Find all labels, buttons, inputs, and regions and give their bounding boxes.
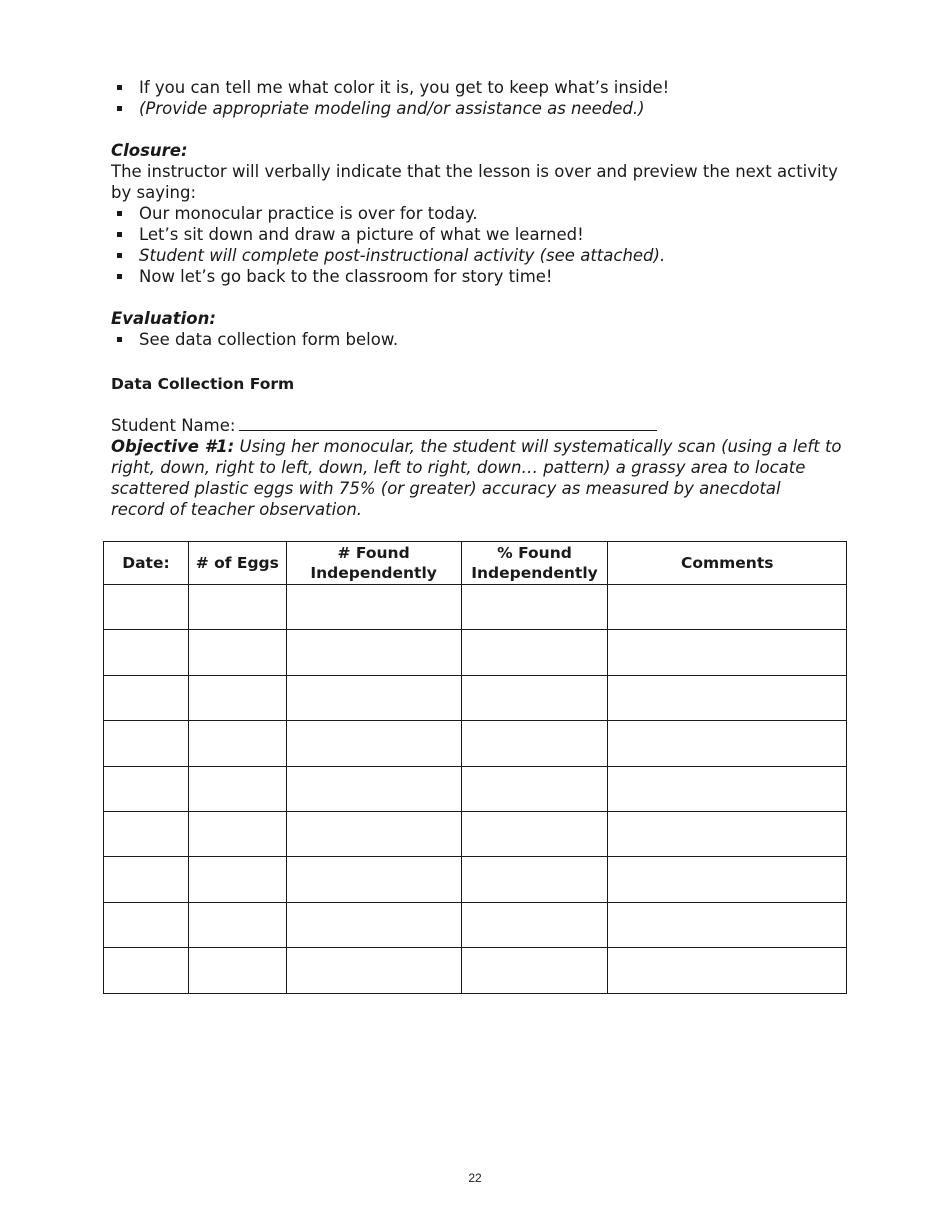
header-line: Comments <box>680 554 774 572</box>
header-line: Independently <box>310 564 437 582</box>
cell-comments[interactable] <box>608 721 847 766</box>
closure-paragraph <box>111 161 851 203</box>
header-line: # Found <box>337 544 410 562</box>
cell-num-eggs[interactable] <box>188 585 286 630</box>
cell-pct-found[interactable] <box>461 948 608 993</box>
cell-num-found[interactable] <box>286 902 461 947</box>
cell-comments[interactable] <box>608 766 847 811</box>
cell-pct-found[interactable] <box>461 766 608 811</box>
list-item: Now let’s go back to the classroom for story time! <box>111 266 851 287</box>
cell-comments[interactable] <box>608 902 847 947</box>
student-name-label: Student Name: <box>111 416 236 435</box>
table-row <box>104 902 847 947</box>
cell-num-eggs[interactable] <box>188 948 286 993</box>
header-line: % Found <box>497 544 572 562</box>
cell-num-eggs[interactable] <box>188 630 286 675</box>
closure-paragraph-line: The instructor will verbally indicate that the lesson is over and preview the next activity <box>111 162 838 181</box>
cell-date[interactable] <box>104 948 189 993</box>
cell-date[interactable] <box>104 630 189 675</box>
cell-date[interactable] <box>104 585 189 630</box>
table-row <box>104 857 847 902</box>
cell-num-found[interactable] <box>286 857 461 902</box>
list-item: If you can tell me what color it is, you get to keep what’s inside! <box>111 77 851 98</box>
cell-num-found[interactable] <box>286 766 461 811</box>
objective-line: record of teacher observation. <box>111 500 363 519</box>
header-date <box>104 542 189 585</box>
header-num-found <box>286 542 461 585</box>
document-page <box>111 77 851 520</box>
header-line: Independently <box>471 564 598 582</box>
objective-text <box>111 436 851 520</box>
cell-pct-found[interactable] <box>461 902 608 947</box>
data-collection-table <box>103 541 847 994</box>
header-pct-found <box>461 542 608 585</box>
cell-pct-found[interactable] <box>461 721 608 766</box>
page-number: 22 <box>468 1171 482 1185</box>
table-row <box>104 948 847 993</box>
cell-date[interactable] <box>104 721 189 766</box>
cell-pct-found[interactable] <box>461 811 608 856</box>
table-body <box>104 585 847 994</box>
header-comments <box>608 542 847 585</box>
cell-comments[interactable] <box>608 675 847 720</box>
table-row <box>104 585 847 630</box>
table-row <box>104 811 847 856</box>
cell-num-found[interactable] <box>286 585 461 630</box>
list-item: Our monocular practice is over for today. <box>111 203 851 224</box>
table-row <box>104 630 847 675</box>
evaluation-bullet-list <box>111 329 851 350</box>
cell-num-found[interactable] <box>286 630 461 675</box>
cell-pct-found[interactable] <box>461 585 608 630</box>
cell-date[interactable] <box>104 766 189 811</box>
cell-comments[interactable] <box>608 811 847 856</box>
list-item: Student will complete post-instructional activity (see attached). <box>111 245 851 266</box>
cell-pct-found[interactable] <box>461 630 608 675</box>
cell-pct-found[interactable] <box>461 675 608 720</box>
closure-heading: Closure: <box>111 141 188 160</box>
student-name-row <box>111 415 851 436</box>
intro-bullet-list <box>111 77 851 119</box>
cell-num-eggs[interactable] <box>188 811 286 856</box>
header-num-eggs <box>188 542 286 585</box>
form-title: Data Collection Form <box>111 375 295 393</box>
cell-num-found[interactable] <box>286 721 461 766</box>
closure-paragraph-line: by saying: <box>111 183 197 202</box>
cell-num-found[interactable] <box>286 948 461 993</box>
cell-date[interactable] <box>104 857 189 902</box>
cell-comments[interactable] <box>608 948 847 993</box>
cell-date[interactable] <box>104 811 189 856</box>
closure-bullet-list <box>111 203 851 287</box>
cell-date[interactable] <box>104 675 189 720</box>
student-name-blank[interactable] <box>239 415 657 431</box>
cell-comments[interactable] <box>608 585 847 630</box>
objective-line: Using her monocular, the student will systematically scan (using a left to <box>234 437 842 456</box>
table-row <box>104 766 847 811</box>
objective-line: right, down, right to left, down, left to right, down… pattern) a grassy area to locate <box>111 458 806 477</box>
evaluation-heading: Evaluation: <box>111 309 216 328</box>
table-header-row <box>104 542 847 585</box>
list-item: (Provide appropriate modeling and/or assistance as needed.) <box>111 98 851 119</box>
cell-pct-found[interactable] <box>461 857 608 902</box>
header-line: Date: <box>122 554 170 572</box>
cell-date[interactable] <box>104 902 189 947</box>
cell-num-eggs[interactable] <box>188 766 286 811</box>
cell-comments[interactable] <box>608 857 847 902</box>
objective-line: scattered plastic eggs with 75% (or greater) accuracy as measured by anecdotal <box>111 479 781 498</box>
cell-num-eggs[interactable] <box>188 857 286 902</box>
objective-label: Objective #1: <box>111 437 235 456</box>
cell-comments[interactable] <box>608 630 847 675</box>
list-item: Let’s sit down and draw a picture of what we learned! <box>111 224 851 245</box>
table-row <box>104 721 847 766</box>
cell-num-eggs[interactable] <box>188 721 286 766</box>
header-line: # of Eggs <box>195 554 279 572</box>
cell-num-found[interactable] <box>286 811 461 856</box>
list-item: See data collection form below. <box>111 329 851 350</box>
cell-num-eggs[interactable] <box>188 675 286 720</box>
cell-num-eggs[interactable] <box>188 902 286 947</box>
table-row <box>104 675 847 720</box>
cell-num-found[interactable] <box>286 675 461 720</box>
